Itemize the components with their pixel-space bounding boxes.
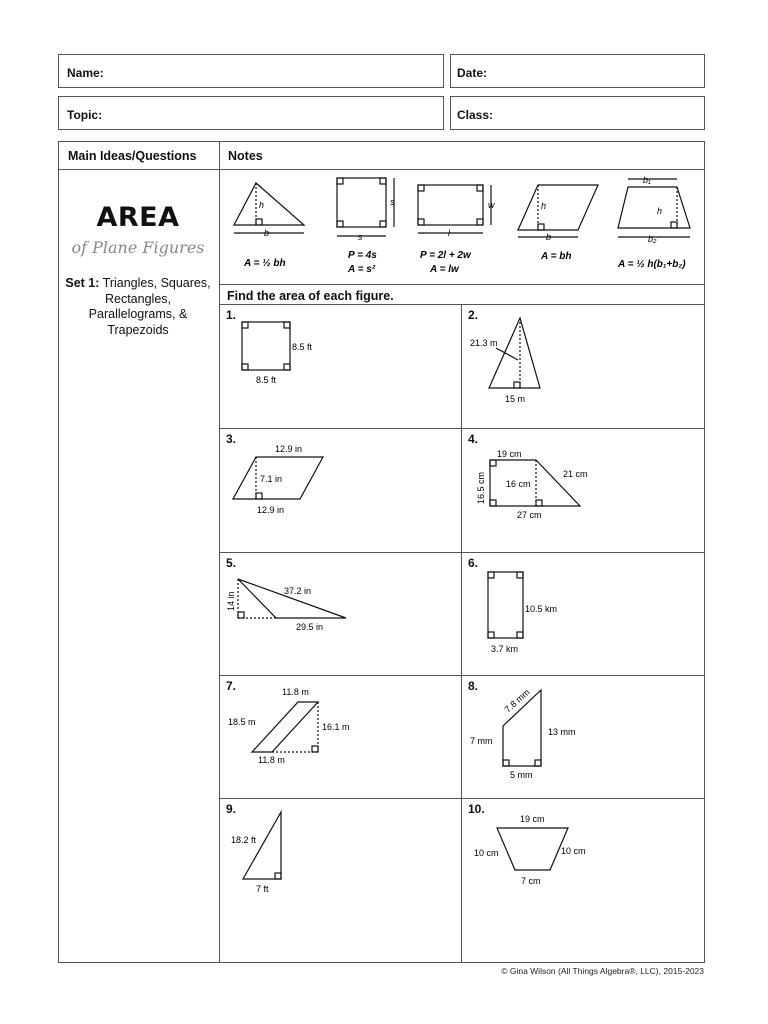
problem-5-triangle xyxy=(238,579,346,618)
p7-slant: 18.5 m xyxy=(228,717,256,727)
set-label: Set 1: xyxy=(65,276,100,290)
rectangle-area: A = lw xyxy=(430,264,459,275)
sq-s-side: s xyxy=(390,197,395,207)
p5-height: 14 in xyxy=(226,591,236,611)
p9-height: 18.2 ft xyxy=(231,835,257,845)
sq-s-bottom: s xyxy=(358,232,363,242)
p10-right: 10 cm xyxy=(561,846,586,856)
tri-h: h xyxy=(259,200,265,210)
p8-right: 13 mm xyxy=(548,727,576,737)
set-topics: Triangles, Squares, Rectangles, Parallelograms, & Trapezoids xyxy=(88,276,211,337)
page-title: AREA xyxy=(96,202,180,233)
triangle-formula: A = ½ bh xyxy=(244,258,286,269)
rect-w: w xyxy=(488,200,495,210)
p5-base: 29.5 in xyxy=(296,622,324,632)
class-label: Class: xyxy=(457,108,494,122)
p3-top: 12.9 in xyxy=(275,444,303,454)
p4-left: 16.5 cm xyxy=(476,471,486,504)
problem-9-triangle xyxy=(243,812,281,879)
p2-height: 21.3 m xyxy=(470,338,498,348)
page-subtitle: of Plane Figures xyxy=(71,238,205,257)
p4-height: 16 cm xyxy=(506,479,531,489)
trap-h: h xyxy=(657,206,663,216)
problem-10-number: 10. xyxy=(468,802,485,816)
rectangle-perimeter: P = 2l + 2w xyxy=(420,250,471,261)
parallelogram-formula: A = bh xyxy=(541,251,572,262)
main-ideas-header: Main Ideas/Questions xyxy=(68,149,197,163)
problem-2-number: 2. xyxy=(468,308,479,322)
p6-side: 10.5 km xyxy=(525,604,558,614)
p4-bottom: 27 cm xyxy=(517,510,542,520)
problem-8-number: 8. xyxy=(468,679,479,693)
p8-left: 7 mm xyxy=(470,736,493,746)
problem-1-square xyxy=(242,322,290,370)
trap-b2: b₂ xyxy=(648,234,657,244)
p4-slant: 21 cm xyxy=(563,469,588,479)
problem-6-rectangle xyxy=(488,572,523,638)
problem-7-parallelogram xyxy=(252,702,318,752)
copyright: © Gina Wilson (All Things Algebra®, LLC), 2015-2023 xyxy=(501,966,704,976)
problem-7-number: 7. xyxy=(226,679,237,693)
p1-side: 8.5 ft xyxy=(292,342,313,352)
notes-header: Notes xyxy=(228,149,263,163)
problem-4-trapezoid xyxy=(490,460,580,506)
p10-bottom: 7 cm xyxy=(521,876,541,886)
instruction: Find the area of each figure. xyxy=(227,289,394,303)
problem-5-number: 5. xyxy=(226,556,237,570)
problem-10-trapezoid xyxy=(497,828,568,870)
p7-top: 11.8 m xyxy=(282,687,309,697)
trap-b1: b₁ xyxy=(643,175,651,185)
square-perimeter: P = 4s xyxy=(348,250,377,261)
p1-bottom: 8.5 ft xyxy=(256,375,277,385)
topic-label: Topic: xyxy=(67,108,103,122)
trapezoid-formula: A = ½ h(b₁+b₂) xyxy=(618,259,686,270)
p8-bottom: 5 mm xyxy=(510,770,533,780)
problem-6-number: 6. xyxy=(468,556,479,570)
p3-height: 7.1 in xyxy=(260,474,283,484)
problem-2-triangle xyxy=(489,318,540,388)
name-label: Name: xyxy=(67,66,104,80)
problem-4-number: 4. xyxy=(468,432,479,446)
para-b: b xyxy=(546,232,552,242)
para-h: h xyxy=(541,201,547,211)
tri-b: b xyxy=(264,228,270,238)
problem-1-number: 1. xyxy=(226,308,237,322)
p10-left: 10 cm xyxy=(474,848,499,858)
problem-9-number: 9. xyxy=(226,802,237,816)
p7-bottom: 11.8 m xyxy=(258,755,285,765)
problem-3-number: 3. xyxy=(226,432,237,446)
square-area: A = s² xyxy=(348,264,376,275)
p4-top: 19 cm xyxy=(497,449,522,459)
p5-slant: 37.2 in xyxy=(284,586,312,596)
date-label: Date: xyxy=(457,66,488,80)
p2-base: 15 m xyxy=(505,394,526,404)
p9-base: 7 ft xyxy=(256,884,269,894)
p7-height: 16.1 m xyxy=(322,722,350,732)
p10-top: 19 cm xyxy=(520,814,545,824)
p3-bottom: 12.9 in xyxy=(257,505,285,515)
p6-bottom: 3.7 km xyxy=(491,644,519,654)
p8-slant: 7.8 mm xyxy=(502,686,532,715)
rect-l: l xyxy=(448,228,450,238)
